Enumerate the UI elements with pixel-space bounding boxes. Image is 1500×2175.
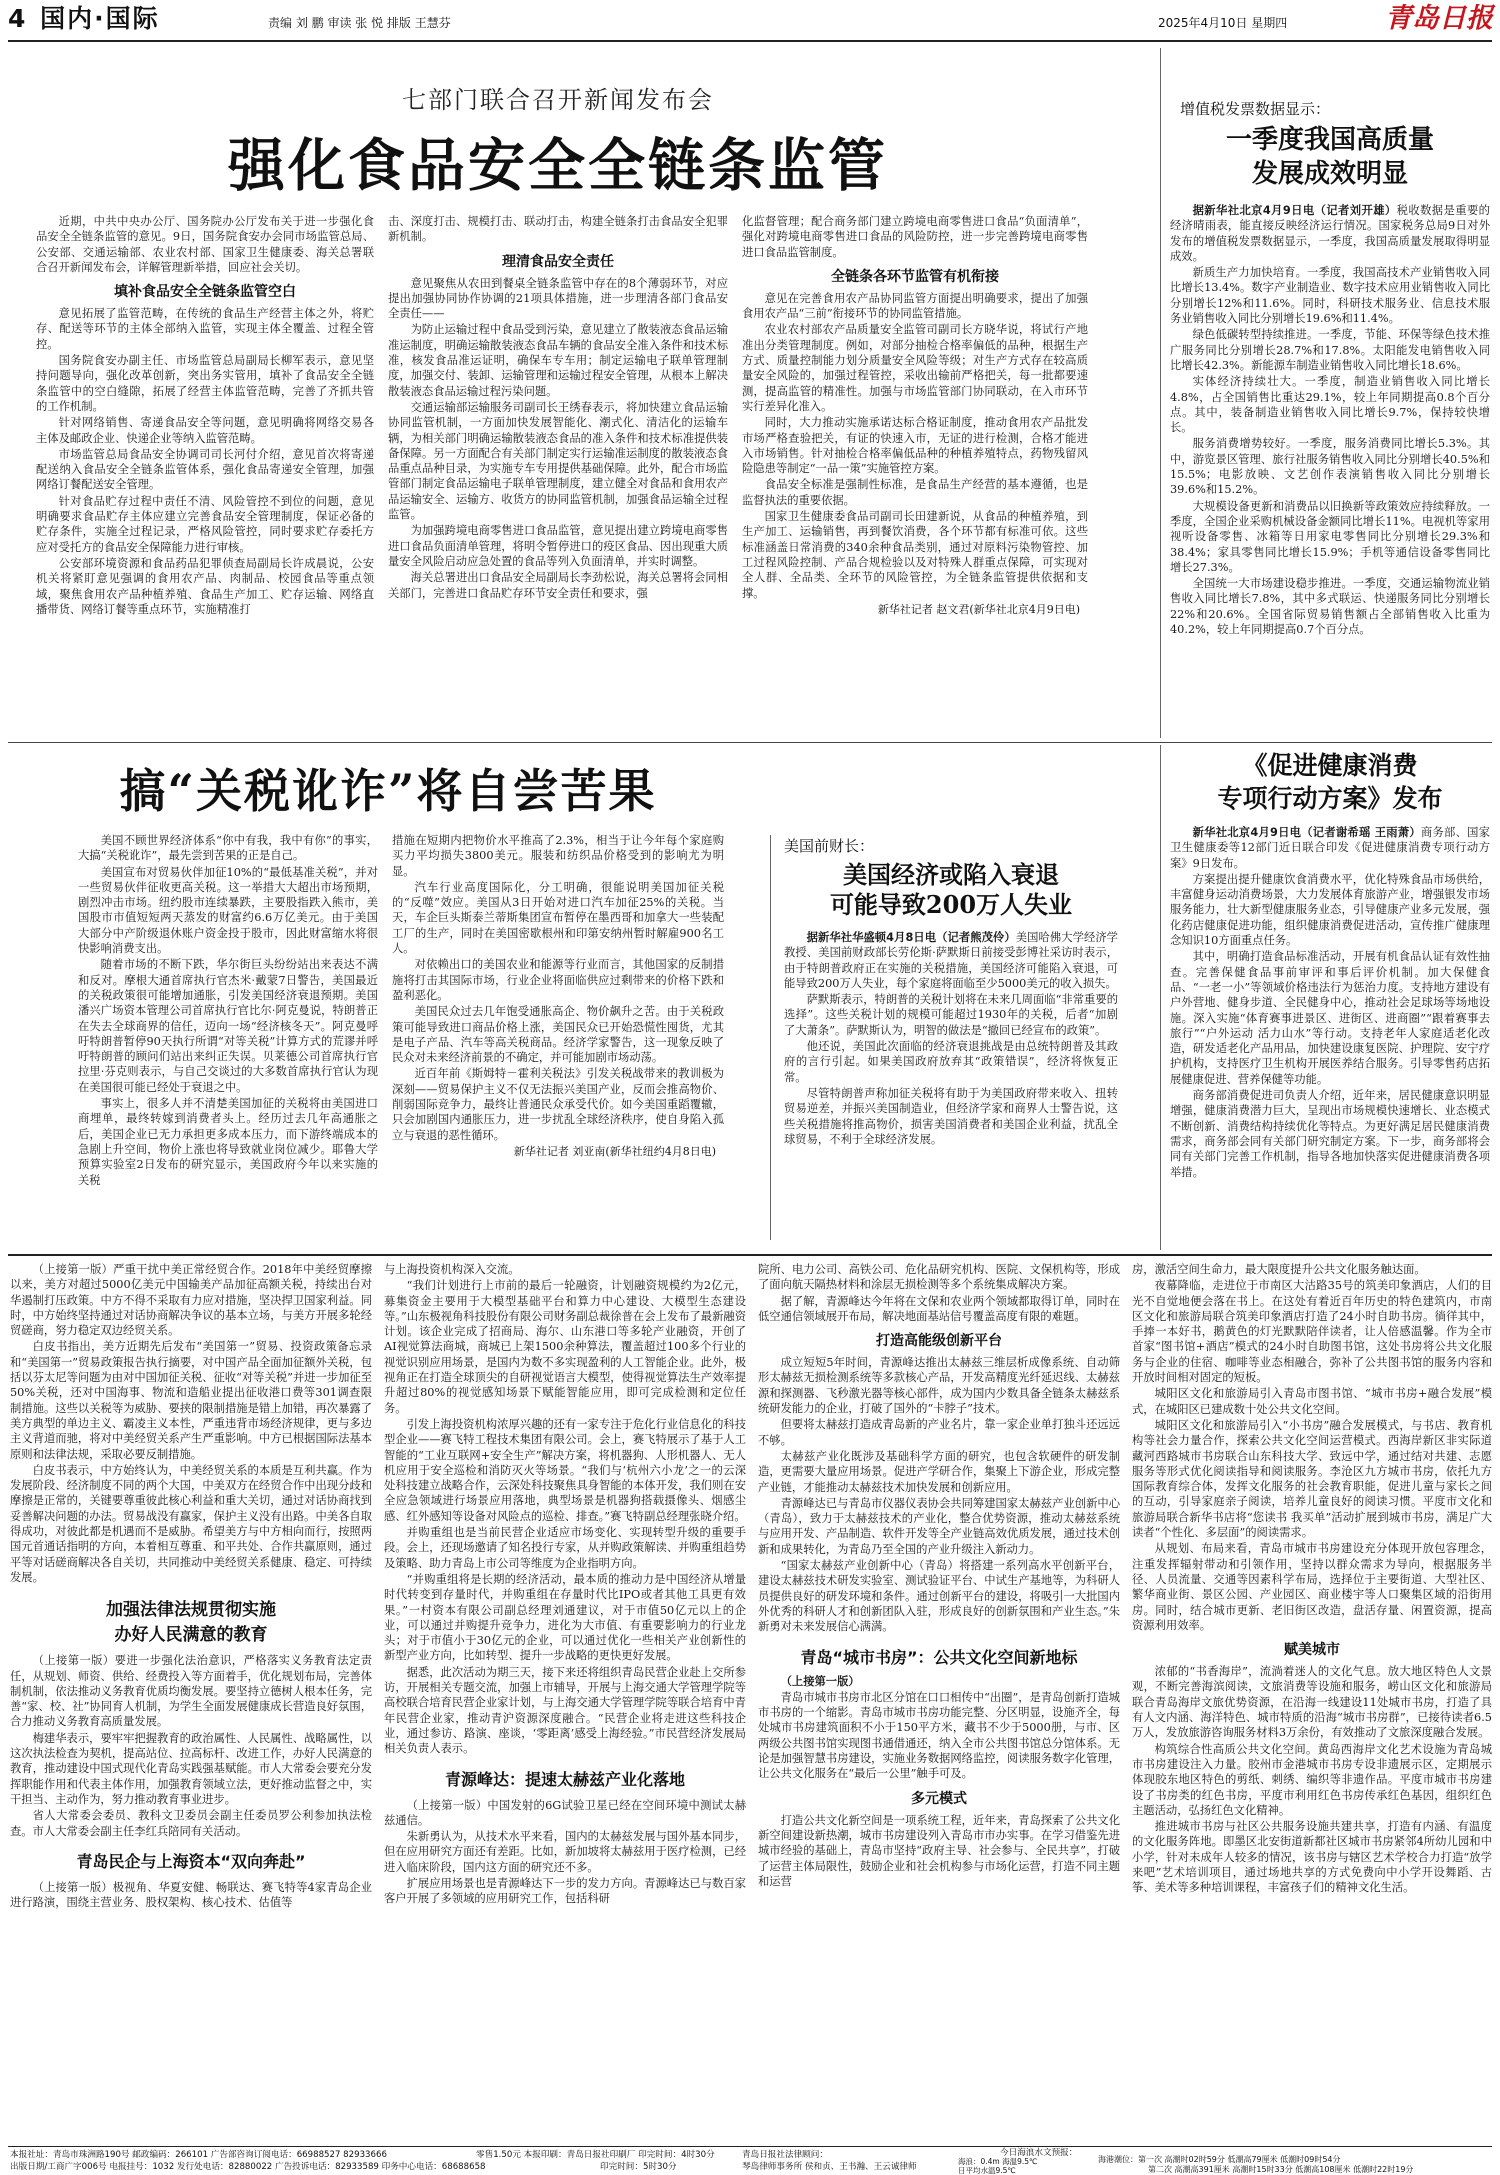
summers-kicker: 美国前财长： — [784, 837, 875, 855]
paragraph: 击、深度打击、规模打击、联动打击，构建全链条打击食品安全犯罪新机制。 — [388, 215, 728, 244]
tariff-col-1 — [78, 833, 378, 1245]
paragraph: 与上海投资机构深入交流。 — [384, 1263, 520, 1276]
paragraph: 城阳区文化和旅游局引入“小书房”融合发展模式，与书店、教育机构等社会力量合作，探索公共文化空间运营模式。西海岸新区非实际道藏河西路城市书房联合山东科技大学、致远中学，通过结对共建、志愿服务等形式优化阅读指导和阅读服务。李沧区九方城市书房，依托九方国际教育综合体，发挥文化服务的社会教育职能，促进儿童与家长之间的互动，引导家庭亲子阅读，培养儿童良好的阅读习惯。平度市文化和旅游局联合新华书店将“您读书 我买单”活动扩展到城市书房，满足广大读者“个性化、多层面”的阅读需求。 — [1132, 1418, 1492, 1540]
article-food-safety — [8, 48, 1158, 738]
page-number-section — [8, 2, 160, 36]
continued-col-4 — [1132, 1262, 1492, 2144]
paragraph: “并购重组将是长期的经济活动，最本质的推动力是中国经济从增量时代转变到存量时代，并购重组在存量时代比IPO或者其他工具更有效果。”一村资本有限公司副总经理刘通建议，对于市值50亿元以上的企业，可以通过并购提升竞争力，进化为大市值、有重要影响力的行业龙头；对于市值小于30亿元的企业，可以通过优化一些相关产业创新性的新型产业方向，比如转型、提升一步战略的更快更好发展。 — [384, 1572, 746, 1663]
footer-rule — [8, 2146, 1492, 2147]
food-col-1 — [36, 214, 374, 734]
paragraph: 汽车行业高度国际化，分工明确，很能说明美国加征关税的“反噬”效应。美国从3日开始对进口汽车加征25%的关税。当天，车企巨头斯泰兰蒂斯集团宣布暂停在墨西哥和加拿大一些装配工厂的生产，同时在美国密歇根州和印第安纳州暂时解雇900名工人。 — [392, 880, 724, 956]
subhead: 理清食品安全责任 — [502, 253, 614, 270]
paragraph: 意见拓展了监管范畴，在传统的食品生产经营主体之外，将贮存、配送等环节的主体全部纳入监管，实现主体全覆盖、过程全管控。 — [36, 307, 374, 351]
paragraph: 据了解，青源峰达今年将在文保和农业两个领域都取得订单，同时在低空通信领域展开布局，解决地面基站信号覆盖高度有限的难题。 — [758, 1294, 1120, 1323]
paragraph: 美国民众过去几年饱受通胀高企、物价飙升之苦。由于关税政策可能导致进口商品价格上涨，美国民众已开始恐慌性囤货，尤其是电子产品、汽车等高关税商品。经济学家警告，这一现象反映了民众对未来经济前景的不确定，并可能加剧市场动荡。 — [392, 1005, 724, 1065]
dateline: 据新华社北京4月9日电（记者刘开雄） — [1192, 204, 1397, 217]
continued-col-2 — [384, 1262, 746, 2144]
paragraph: 扩展应用场景也是青源峰达下一步的发力方向。青源峰达已与数百家客户开展了多领域的应用研究工作，包括科研 — [384, 1876, 746, 1906]
paragraph: 萨默斯表示，特朗普的关税计划将在未来几周面临“非常重要的选择”。这些关税计划的规模可能超过1930年的关税，后者“加剧了大萧条”。萨默斯认为，明智的做法是“撤回已经宣布的政策”。 — [784, 993, 1118, 1037]
paragraph: 白皮书表示，中方始终认为，中美经贸关系的本质是互利共赢。作为发展阶段、经济制度不同的两个大国，中美双方在经贸合作中出现分歧和摩擦是正常的，关键要尊重彼此核心利益和重大关切，通过对话协商找到妥善解决问题的办法。贸易战没有赢家，保护主义没有出路。中美各自取得成功，对彼此都是机遇而不是威胁。希望美方与中方相向而行，按照两国元首通话指明的方向，本着相互尊重、和平共处、合作共赢原则，通过平等对话磋商解决各自关切，共同推动中美经贸关系健康、稳定、可持续发展。 — [10, 1463, 372, 1584]
paragraph: 随着市场的不断下跌，华尔街巨头纷纷站出来表达不满和反对。摩根大通首席执行官杰米·戴蒙7日警告，美国最近的关税政策很可能增加通胀，引发美国经济衰退预期。美国潘兴广场资本管理公司首席执行官比尔·阿克曼说，特朗普正在失去全球商界的信任，迈向一场“经济核冬天”。阿克曼呼吁特朗普暂停90天执行所谓“对等关税”计算方式的荒谬并呼吁特朗普的顾问们站出来纠正失误。贝莱德公司首席执行官拉里·芬克则表示，与自己交谈过的大多数首席执行官认为现在美国很可能已经处于衰退之中。 — [78, 958, 378, 1094]
column-divider — [770, 835, 771, 1240]
continued-col-1 — [10, 1262, 372, 2144]
tariff-headline: 搞“关税讹诈”将自尝苦果 — [119, 764, 657, 818]
byline: 新华社记者 赵文君(新华社北京4月9日电) — [877, 602, 1080, 616]
paragraph: 从规划、布局来看，青岛市城市书房建设充分体现开放包容理念，注重发挥辐射带动和引领作用，坚持以群众需求为导向，根据服务半径、人员流量、交通等因素科学布局，选择位于主要街道、大型社区、繁华商业街、景区公园、产业园区、商业楼宇等人口聚集区域的沿街用房。同时，结合城市更新、老旧街区改造，盘活存量、闲置资源，提高资源利用效率。 — [1132, 1542, 1492, 1632]
footer-imprint-2a: 出版日期/工商广字006号 电报挂号：1032 发行处电话：82880022 广告投诉电话：82933589 印务中心电话：68688658 — [10, 2162, 486, 2172]
paragraph: 青岛市城市书房市北区分馆在口口相传中“出圈”，是青岛创新打造城市书房的一个缩影。青岛市城市书房功能完整、分区明显，设施齐全，每处城市书房建筑面积不小于150平方米，藏书不少于5000册，与市、区两级公共图书馆实现图书通借通还，纳入全市公共图书馆总分馆体系。无论是加强智慧书房建设，实施业务数据网络监控，阅读服务数字化管理，让公共文化服务在“最后一公里”触手可及。 — [758, 1690, 1120, 1781]
tide-row-1: 海港潮位：第一次 高潮时02时59分 低潮高79厘米 低潮时09时54分 — [1098, 2155, 1341, 2164]
paragraph: 但要将太赫兹打造成青岛新的产业名片，靠一家企业单打独斗还远远不够。 — [758, 1418, 1120, 1447]
paragraph: 对依赖出口的美国农业和能源等行业而言，其他国家的反制措施将打击其国际市场，行业企业将面临供应过剩带来的价格下跌和盈利恶化。 — [392, 958, 724, 1002]
paragraph: 国家卫生健康委食品司副司长田建新说，从食品的种植养殖，到生产加工、运输销售，再到餐饮消费，各个环节都有标准可依。这些标准涵盖日常消费的340余种食品类别，通过对原料污染物管控、加工过程风险控制、产品合规检验以及对特殊人群重点保障，可实现对全人群、全品类、全环节的风险管控，为全链条监管提供依据和支撑。 — [742, 510, 1088, 600]
newspaper-logo: 青岛日报 — [1385, 3, 1493, 34]
paragraph — [1170, 203, 1490, 264]
paragraph-text: 商务部、国家卫生健康委等12部门近日联合印发《促进健康消费专项行动方案》9日发布。 — [1170, 826, 1490, 870]
subhead: 赋美城市 — [1284, 1642, 1340, 1659]
page-number: 4 — [8, 4, 26, 33]
paragraph: 引发上海投资机构浓厚兴趣的还有一家专注于危化行业信息化的科技型企业——赛飞特工程技术集团有限公司。会上，赛飞特展示了基于人工智能的“工业互联网+安全生产”解决方案，将机器狗、人形机器人、无人机应用于安全巡检和消防灭火等场景。“我们与‘杭州六小龙’之一的云深处科技建立战略合作，云深处科技聚焦具身智能的本体开发，我们则在安全应急领域进行场景应用落地，典型场景是机器狗搭载摄像头、烟感尘感、红外感知等设备对风险点的巡检、排查。”赛飞特副总经理张晓介绍。 — [384, 1417, 746, 1523]
section-name: 国内·国际 — [40, 4, 160, 33]
paragraph: 打造公共文化新空间是一项系统工程，近年来，青岛探索了公共文化新空间建设新热潮，城市书房建设列入青岛市市办实事。在学习借鉴先进城市经验的基础上，青岛市坚持“政府主导、社会参与、全民共享”，打破了运营主体局限性，鼓励企业和社会机构参与市场化运营，打造不同主题和运营 — [758, 1813, 1120, 1888]
paragraph: 成立短短5年时间，青源峰达推出太赫兹三维层析成像系统、自动筛形太赫兹无损检测系统等多款核心产品，开发高精度光纤延迟线、太赫兹源和探测器、飞秒激光器等核心部件，成为国内少数具备全链条太赫兹系统研发能力的企业，打破了国外的“卡脖子”技术。 — [758, 1356, 1120, 1416]
paragraph: （上接第一版） — [780, 1673, 860, 1688]
paragraph: 省人大常委会委员、教科文卫委员会副主任委员罗公利参加执法检查。市人大常委会副主任李红兵陪同有关活动。 — [10, 1809, 372, 1838]
legal-advisor-name: 琴岛律师事务所 侯和贞、王书瀚、王云诚律师 — [742, 2162, 917, 2172]
paragraph: 农业农村部农产品质量安全监管司副司长方晓华说，将试行产地准出分类管理制度。例如，对部分抽检合格率偏低的品种，根据生产方式、质量控制能力划分质量安全风险等级；对生产方式存在较高质量安全风险的，加强过程管控，采收出输前严格把关，每一批都要速测，提高监管的精准性。加强与市场监管部门协同联动，在入市环节实行差异化准入。 — [742, 323, 1088, 413]
paragraph: 方案提出提升健康饮食消费水平，优化特殊食品市场供给，丰富健身运动消费场景，大力发展体育旅游产业，增强银发市场服务能力，壮大新型健康服务业态，引导健康产业多元发展，强化药店健康促进功能，组织健康消费促进活动，宣传推广健康理念知识10方面重点任务。 — [1170, 872, 1490, 948]
paragraph: 为防止运输过程中食品受到污染，意见建立了散装液态食品运输准运制度，明确运输散装液态食品车辆的食品安全准入条件和技术标准，核发食品准运证明，确保车专车用；制定运输电子联单管理制度，加强交付、装卸、运输管理和运输过程安全管理，从根本上解决散装液态食品运输过程污染问题。 — [388, 323, 728, 398]
paragraph: 海关总署进出口食品安全局副局长李劲松说，海关总署将会同相关部门，完善进口食品贮存环节安全责任和要求，强 — [388, 571, 728, 600]
footer-imprint-1a: 本报社址：青岛市珠洲路190号 邮政编码：266101 广告部咨询订阅电话：66988527 82933666 — [10, 2150, 387, 2160]
paragraph: 院所、电力公司、高铁公司、危化品研究机构、医院、文保机构等，形成了面向航天隔热材料和涂层无损检测等多个系统集成解决方案。 — [758, 1263, 1120, 1292]
food-kicker: 七部门联合召开新闻发布会 — [402, 86, 714, 114]
food-col-3 — [742, 214, 1088, 734]
paragraph: 梅建华表示，要牢牢把握教育的政治属性、人民属性、战略属性，以这次执法检查为契机，提高站位、拉高标杆、改进工作，办好人民满意的教育，推动建设中国式现代化青岛实践强基赋能。市人大常委会要充分发挥职能作用和代表主体作用，加强教育领域立法，更好推动监督之中，实干担当、主动作为，努力推动教育事业进步。 — [10, 1731, 372, 1806]
paragraph: 大规模设备更新和消费品以旧换新等政策效应持续释放。一季度，全国企业采购机械设备金额同比增长11%。电视机等家用视听设备零售、冰箱等日用家电零售同比分别增长29.3%和38.4%；家具零售同比增长15.9%；手机等通信设备零售同比增长27.3%。 — [1170, 499, 1490, 574]
summers-headline-1: 美国经济或陷入衰退 — [843, 860, 1059, 889]
food-headline: 强化食品安全全链条监管 — [228, 132, 888, 199]
paragraph: 构筑综合性高质公共文化空间。黄岛西海岸文化艺术设施为青岛城市书房建设注入力量。胶州市金港城市书房专设非遗展示区，定期展示体现胶东地区特色的剪纸、刺绣、编织等非遗作品。平度市城市书房建设了书房类的红色书房，平度市利用红色书房传承红色基因，组织红色主题活动，弘扬红色文化精神。 — [1132, 1742, 1492, 1817]
editor-line: 责编 刘 鹏 审读 张 悦 排版 王慧芬 — [268, 16, 451, 30]
paragraph: （上接第一版）要进一步强化法治意识，严格落实义务教育法定责任，从规划、师资、供给、经费投入等方面着手，优化规划布局，完善体制机制，依法推动义务教育优质均衡发展。要坚持立德树人根本任务，完善“家、校、社”协同育人机制，为学生全面发展健康成长营造良好氛围，合力推动义务教育高质量发展。 — [10, 1654, 372, 1729]
continued-col-3 — [758, 1262, 1120, 2144]
education-headline-1: 加强法律法规贯彻实施 — [106, 1600, 276, 1621]
paragraph: 美国不顾世界经济体系“你中有我，我中有你”的事实，大搞“关税讹诈”，最先尝到苦果的正是自己。 — [78, 834, 378, 863]
paragraph: 白皮书指出，美方近期先后发布“美国第一”贸易、投资政策备忘录和“美国第一”贸易政策报告执行摘要，对中国产品全面加征额外关税，包括以芬太尼等问题为由对中国加征关税、征收“对等关税”并进一步加征至50%关税，还对中国海事、物流和造船业提出征收港口费等301调查限制措施。这些以关税等为威胁、要挟的限制措施是错上加错，再次暴露了美方典型的单边主义、霸凌主义本性，严重违背市场经济规律，更与多边主义背道而驰，将对中美经贸关系产生严重影响。中方已根据国际法基本原则和法律法规，采取必要反制措施。 — [10, 1340, 372, 1461]
footer-imprint-2b: 印完时间：5时30分 — [600, 2162, 677, 2172]
paragraph: 浓郁的“书香海岸”，流淌着迷人的文化气息。放大地区特色人文景观，不断完善海滨阅读，文旅消费等设施和服务，崂山区文化和旅游局联合青岛海岸文旅优势资源，在沿海一线建设11处城市书房，打造了具有人文内涵、海洋特色、城市特质的沿海“城市书房群”，已接待读者6.5万人，发放旅游咨询服务材料3万余份，有效推动了文旅深度融合发展。 — [1132, 1665, 1492, 1740]
paragraph: 全国统一大市场建设稳步推进。一季度，交通运输物流业销售收入同比增长7.8%，其中多式联运、快递服务同比分别增长22%和20.6%。全国省际贸易销售额占全部销售收入比重为40.2%，较上年同期提高0.7个百分点。 — [1170, 577, 1490, 637]
tide-wave: 海浪：0.4m 海温9.5℃ — [958, 2157, 1038, 2166]
paragraph: 意见聚焦从农田到餐桌全链条监管中存在的8个薄弱环节，对应提出加强协同协作协调的21项具体措施，进一步理清各部门食品安全责任—— — [388, 276, 728, 321]
paragraph: 青源峰达已与青岛市仪器仪表协会共同筹建国家太赫兹产业创新中心（青岛），致力于太赫兹技术的产业化，整合优势资源，推动太赫兹系统与应用开发、产品制造、软件开发等全产业链高效优质发展，通过技术创新和成果转化，为青岛乃至全国的产业升级注入新动力。 — [758, 1496, 1120, 1556]
paragraph: 据悉，此次活动为期三天，接下来还将组织青岛民营企业赴上交所参访，开展相关专题交流，加强上市辅导，开展与上海交通大学管理学院等高校联合培育民营企业家计划，与上海交通大学管理学院等联合培育中青年民营企业家，推动青沪资源深度融合。“民营企业将走进这些科技企业，通过参访、路演、座谈，‘零距离’感受上海经验。”市民营经济发展局相关负责人表示。 — [384, 1665, 746, 1756]
paragraph: （上接第一版）极视角、华夏安健、畅联达、赛飞特等4家青岛企业进行路演，围绕主营业务、股权架构、核心技术、估值等 — [10, 1880, 372, 1910]
paragraph: 国务院食安办副主任、市场监管总局副局长柳军表示，意见坚持问题导向，强化改革创新，突出务实管用，填补了食品安全全链条监管中的空白缝隙，拓展了经营主体监管范畴，完善了齐抓共管的工作机制。 — [36, 354, 374, 413]
paragraph: 推进城市书房与社区公共服务设施共建共享，打造有内涵、有温度的文化服务阵地。即墨区北安街道新都社区城市书房紧邻4所幼儿园和中小学，针对未成年人较多的情况，该书房与辖区艺术学校合力打造“放学来吧”艺术培训项目，通过场地共享的方式免费向中小学开设舞蹈、古筝、美术等多种培训课程，丰富孩子们的精神文化生活。 — [1132, 1820, 1492, 1895]
paragraph — [1170, 825, 1490, 871]
dateline: 新华社北京4月9日电（记者谢希瑶 王雨萧） — [1192, 826, 1421, 839]
summers-headline-2: 可能导致200万人失业 — [829, 890, 1073, 919]
paragraph: 服务消费增势较好。一季度，服务消费同比增长5.3%。其中，游览景区管理、旅行社服务销售收入同比分别增长40.5%和15.5%；电影放映、文艺创作表演销售收入同比分别增长39.6%和15.2%。 — [1170, 437, 1490, 497]
paragraph: 针对食品贮存过程中责任不清、风险管控不到位的问题，意见明确要求食品贮存主体应建立完善食品安全管理制度，保证必备的贮存条件，实施全过程记录，严格风险管控，同时要求贮存委托方应对受托方的食品安全保障能力进行审核。 — [36, 494, 374, 554]
paragraph: 房，激活空间生命力，最大限度提升公共文化服务触达面。 — [1132, 1263, 1426, 1276]
column-divider — [1160, 48, 1161, 738]
paragraph: 措施在短期内把物价水平推高了2.3%，相当于让今年每个家庭购买力平均损失3800美元。服装和纺织品价格受到的影响尤为明显。 — [392, 834, 724, 878]
header-rule — [8, 40, 1492, 42]
paragraph: 意见在完善食用农产品协同监管方面提出明确要求，提出了加强食用农产品“三前”衔接环节的协同监管措施。 — [742, 291, 1088, 321]
paragraph: 城阳区文化和旅游局引入青岛市图书馆、“城市书房+融合发展”模式，在城阳区已建成数十处公共文化空间。 — [1132, 1387, 1492, 1416]
dateline: 据新华社华盛顿4月8日电（记者熊茂伶） — [806, 931, 1016, 944]
tide-row-2: 第二次 高潮高391厘米 高潮时15时33分 低潮高108厘米 低潮时22时19分 — [1148, 2165, 1414, 2174]
paragraph-text: 税收数据是重要的经济晴雨表，能直接反映经济运行情况。国家税务总局9日对外发布的增值税发票数据显示，一季度，我国高质量发展取得明显成效。 — [1170, 204, 1490, 263]
tariff-col-3 — [784, 835, 1118, 1247]
paragraph: 新质生产力加快培育。一季度，我国高技术产业销售收入同比增长13.4%。数字产业制造业、数字技术应用业销售收入同比分别增长12%和11.6%。同时，科研技术服务业、信息技术服务业销售收入同比分别增长19.6%和11.4%。 — [1170, 266, 1490, 326]
subhead: 多元模式 — [911, 1790, 967, 1807]
health-headline-2: 专项行动方案》发布 — [1217, 784, 1443, 813]
paragraph: 食品安全标准是强制性标准，是食品生产经营的基本遵循，也是监督执法的重要依据。 — [742, 478, 1088, 507]
section-rule — [8, 742, 1492, 743]
article-vat — [1170, 98, 1490, 738]
paragraph: 交通运输部运输服务司副司长王绣春表示，将加快建立食品运输协同监管机制，一方面加快发展智能化、潮式化、清洁化的运输车辆，为相关部门明确运输散装液态食品的准入条件和技术标准提供装备保障。另一方面配合有关部门制定实行运输准运制度的散装液态食品重点品种目录，为实施专车专用提供基础保障。此外，配合市场监管部门制定食品运输电子联单管理制度，建立健全对食品和食用农产品运输安全、运输方、收货方的协同监管机制，加强食品运输全过程监管。 — [388, 400, 728, 522]
paragraph: 朱新勇认为，从技术水平来看，国内的太赫兹发展与国外基本同步，但在应用研究方面还有差距。比如，新加坡将太赫兹用于医疗检测，已经进入临床阶段，国内这方面的研究还不多。 — [384, 1830, 746, 1874]
terahertz-headline: 青源峰达：提速太赫兹产业化落地 — [444, 1769, 685, 1789]
paragraph: 商务部消费促进司负责人介绍，近年来，居民健康意识明显增强，健康消费潜力巨大，呈现出市场规模快速增长、业态模式不断创新、消费结构持续优化等特点。为更好满足居民健康消费需求，商务部会同有关部门研究制定方案。下一步，商务部将会同有关部门完善工作机制，指导各地加快落实促进健康消费各项举措。 — [1170, 1089, 1490, 1179]
subhead: 全链条各环节监管有机衔接 — [831, 268, 999, 285]
paragraph: （上接第一版）严重干扰中美正常经贸合作。2018年中美经贸摩擦以来，美方对超过5000亿美元中国输美产品加征高额关税，持续出台对华遏制打压政策。中方不得不采取有力应对措施，坚决捍卫国家利益。同时，中方始终坚持通过对话协商解决争议的基本立场，与美方开展多轮经贸磋商，努力稳定双边经贸关系。 — [10, 1263, 372, 1338]
vat-kicker: 增值税发票数据显示： — [1180, 100, 1331, 118]
article-health-consumption — [1170, 745, 1490, 1250]
paragraph-text: 美国哈佛大学经济学教授、美国前财政部长劳伦斯·萨默斯日前接受彭博社采访时表示，由于特朗普政府正在实施的关税措施，美国经济可能陷入衰退，可能导致200万人失业，每个家庭将面临至少5000美元的收入损失。 — [784, 931, 1118, 990]
tide-title: 今日海浪水文预报： — [1000, 2148, 1078, 2158]
paragraph: 事实上，很多人并不清楚美国加征的关税将由美国进口商埋单，最终转嫁到消费者头上。经历过去几年高通胀之后，美国企业已无力承担更多成本压力，而下游终端成本的急剧上升空间，物价上涨也将导致就业岗位减少。耶鲁大学预算实验室2日发布的研究显示，美国政府今年以来实施的关税 — [78, 1097, 378, 1187]
vat-headline-1: 一季度我国高质量 — [1225, 125, 1434, 155]
subhead: 填补食品安全全链条监管空白 — [114, 284, 296, 301]
paragraph: 公安部环境资源和食品药品犯罪侦查局副局长许成晨说，公安机关将紧盯意见强调的食用农产品、肉制品、校园食品等重点领域，聚焦食用农产品种植养殖、食品生产加工、贮存运输、网络直播带货、网络订餐等重点环节，实施精准打 — [36, 556, 374, 616]
paragraph: 近百年前《斯姆特－霍利关税法》引发关税战带来的教训极为深刻——贸易保护主义不仅无法振兴美国产业，反而会推高物价、削弱国际竞争力，最终让普通民众承受代价。如今美国重蹈覆辙，只会加剧国内通胀压力，进一步扰乱全球经济秩序，使自身陷入孤立与衰退的恶性循环。 — [392, 1067, 724, 1142]
private-enterprise-headline: 青岛民企与上海资本“双向奔赴” — [76, 1851, 306, 1871]
paragraph: 为加强跨境电商零售进口食品监管，意见提出建立跨境电商零售进口食品负面清单管理，将明令暂停进口的疫区食品、因出现重大质量安全风险启动应急处置的食品等列入负面清单，并实时调整。 — [388, 524, 728, 568]
paragraph: 绿色低碳转型持续推进。一季度，节能、环保等绿色技术推广服务同比分别增长28.7%和17.8%。太阳能发电销售收入同比增长42.3%。新能源车制造业销售收入同比增长18.6%。 — [1170, 328, 1490, 372]
city-study-headline: 青岛“城市书房”：公共文化空间新地标 — [800, 1647, 1078, 1667]
paragraph: 夜幕降临，走进位于市南区大沽路35号的筑美印象酒店，人们的目光不自觉地便会落在书上。在这处有着近百年历史的特色建筑内，市南区文化和旅游局联合筑美印象酒店打造了24小时自助书房。徜徉其中，手捧一本好书，鹅黄色的灯光默默陪伴读者，让人倍感温馨。作为全市首家“图书馆+酒店”模式的24小时自助图书馆，这处书房将公共文化服务与企业的住宿、咖啡等业态相融合，弥补了公共图书馆的服务内容和开放时间相对固定的短板。 — [1132, 1279, 1492, 1385]
byline: 新华社记者 刘亚南(新华社纽约4月8日电) — [513, 1144, 716, 1158]
paragraph: 化监督管理；配合商务部门建立跨境电商零售进口食品“负面清单”，强化对跨境电商零售进口食品的风险防控，进一步完善跨境电商零售进口食品监管制度。 — [742, 215, 1088, 259]
paragraph: 并购重组也是当前民营企业适应市场变化、实现转型升级的重要手段。会上，还现场邀请了知名投行专家，从并购政策解读、并购重组趋势及策略、助力青岛上市公司等维度为企业指明方向。 — [384, 1526, 746, 1570]
paragraph: “国家太赫兹产业创新中心（青岛）将搭建一系列高水平创新平台，建设太赫兹技术研发实验室、测试验证平台、中试生产基地等，为科研人员提供良好的研发环境和条件。通过创新平台的建设，将吸引一大批国内外优秀的科研人才和创新团队入驻，形成良好的创新氛围和产业生态。”朱新勇对未来发展信心满满。 — [758, 1559, 1120, 1634]
food-col-2 — [388, 214, 728, 734]
paragraph: 他还说，美国此次面临的经济衰退挑战是由总统特朗普及其政府的言行引起。如果美国政府放弃其“政策错误”，经济将恢复正常。 — [784, 1040, 1118, 1084]
article-tariffs — [8, 745, 1158, 1250]
paragraph: 市场监管总局食品安全协调司司长河付介绍，意见首次将寄递配送纳入食品安全全链条监管体系，强化食品寄递安全管理，加强网络订餐配送安全管理。 — [36, 447, 374, 492]
paragraph: 尽管特朗普声称加征关税将有助于为美国政府带来收入、扭转贸易逆差，并振兴美国制造业，但经济学家和商界人士警告说，这些关税措施将推高物价，损害美国消费者和美国企业利益，扰乱全球贸易，不利于全球经济发展。 — [784, 1086, 1118, 1146]
section-rule — [8, 1254, 1492, 1256]
paragraph: 实体经济持续壮大。一季度，制造业销售收入同比增长4.8%，占全国销售比重达29.1%，较上年同期提高0.8个百分点。其中，装备制造业销售收入同比增长9.7%，保持较快增长。 — [1170, 375, 1490, 435]
education-headline-2: 办好人民满意的教育 — [114, 1625, 268, 1646]
paragraph: （上接第一版）中国发射的6G试验卫星已经在空间环境中测试太赫兹通信。 — [384, 1798, 746, 1827]
paragraph: 近期，中共中央办公厅、国务院办公厅发布关于进一步强化食品安全全链条监管的意见。9日，国务院食安办会同市场监管总局、公安部、交通运输部、农业农村部、国家卫生健康委、海关总署联合召开新闻发布会，详解管理新举措，回应社会关切。 — [36, 215, 374, 274]
paragraph: 针对网络销售、寄递食品安全等问题，意见明确将网络交易各主体及邮政企业、快递企业等纳入监管范畴。 — [36, 416, 374, 445]
column-divider — [1160, 745, 1161, 1250]
footer-imprint-1b: 零售1.50元 本报印刷：青岛日报社印刷厂 印完时间：4时30分 — [476, 2150, 715, 2160]
paragraph: 美国宣布对贸易伙伴加征10%的“最低基准关税”，并对一些贸易伙伴征收更高关税。这一举措大大超出市场预期，剧烈冲击市场。纽约股市连续暴跌，主要股指跌入熊市，美国股市市值短短两天蒸发的财富约6.6万亿美元。由于美国大部分中产阶级退休账户资金投于股市，因此财富缩水将很快影响消费支出。 — [78, 865, 378, 956]
legal-advisor-label: 青岛日报社法律顾问： — [742, 2150, 828, 2160]
paragraph: “我们计划进行上市前的最后一轮融资，计划融资规模约为2亿元，募集资金主要用于大模型基础平台和算力中心建设、大模型生态建设等。”山东极视角科技股份有限公司财务副总裁徐普在会上发布了最新融资计划。该企业完成了招商局、海尔、山东港口等多轮产业融资，开创了AI视觉算法商城，商城已上架1500余种算法，覆盖超过100多个行业的视觉识别应用场景，是国内为数不多实现盈利的人工智能企业。此外，极视角正在打造全球顶尖的自研视觉语言大模型，使得视觉算法生产效率提升超过80%的视觉感知场景下赋能智能应用，即可完成检测和定位任务。 — [384, 1279, 746, 1415]
health-headline-1: 《促进健康消费 — [1242, 751, 1418, 780]
tariff-col-2 — [392, 833, 724, 1245]
issue-date: 2025年4月10日 星期四 — [1158, 16, 1288, 30]
tide-temp: 日平均水温9.5℃ — [958, 2166, 1016, 2175]
paragraph: 太赫兹产业化既涉及基础科学方面的研究，也包含软硬件的研发制造，更需要大量应用场景。促进产学研合作，集聚上下游企业，形成完整产业链，才能推动太赫兹技术加快发展和创新应用。 — [758, 1449, 1120, 1494]
vat-headline-2: 发展成效明显 — [1251, 159, 1408, 189]
paragraph: 同时，大力推动实施承诺达标合格证制度，推动食用农产品批发市场严格查验把关，有证的快速入市，无证的进行检测，合格才能进入市场销售。针对抽检合格率偏低品种的种植养殖特点，药物残留风险隐患等制定“一品一策”实施管控方案。 — [742, 416, 1088, 476]
paragraph — [784, 930, 1118, 991]
subhead: 打造高能级创新平台 — [876, 1333, 1002, 1350]
paragraph: 其中，明确打造食品标准活动，开展有机食品认证有效性抽查。完善保健食品事前审评和事后评价机制。加大保健食品、“一老一小”等领域价格违法行为惩治力度。支持地方建设有户外营地、健身步道、全民健身中心，推动社会足球场等场地设施。深入实施“体育赛事进景区、进街区、进商圈”“跟着赛事去旅行”“户外运动 活力山水”等行动。支持老年人家庭适老化改造，研发适老化产品用品，加快建设康复医院、护理院、安宁疗护机构，支持医疗卫生机构开展医养结合服务。引导零售药店拓展健康促进、营养保健等功能。 — [1170, 950, 1490, 1086]
